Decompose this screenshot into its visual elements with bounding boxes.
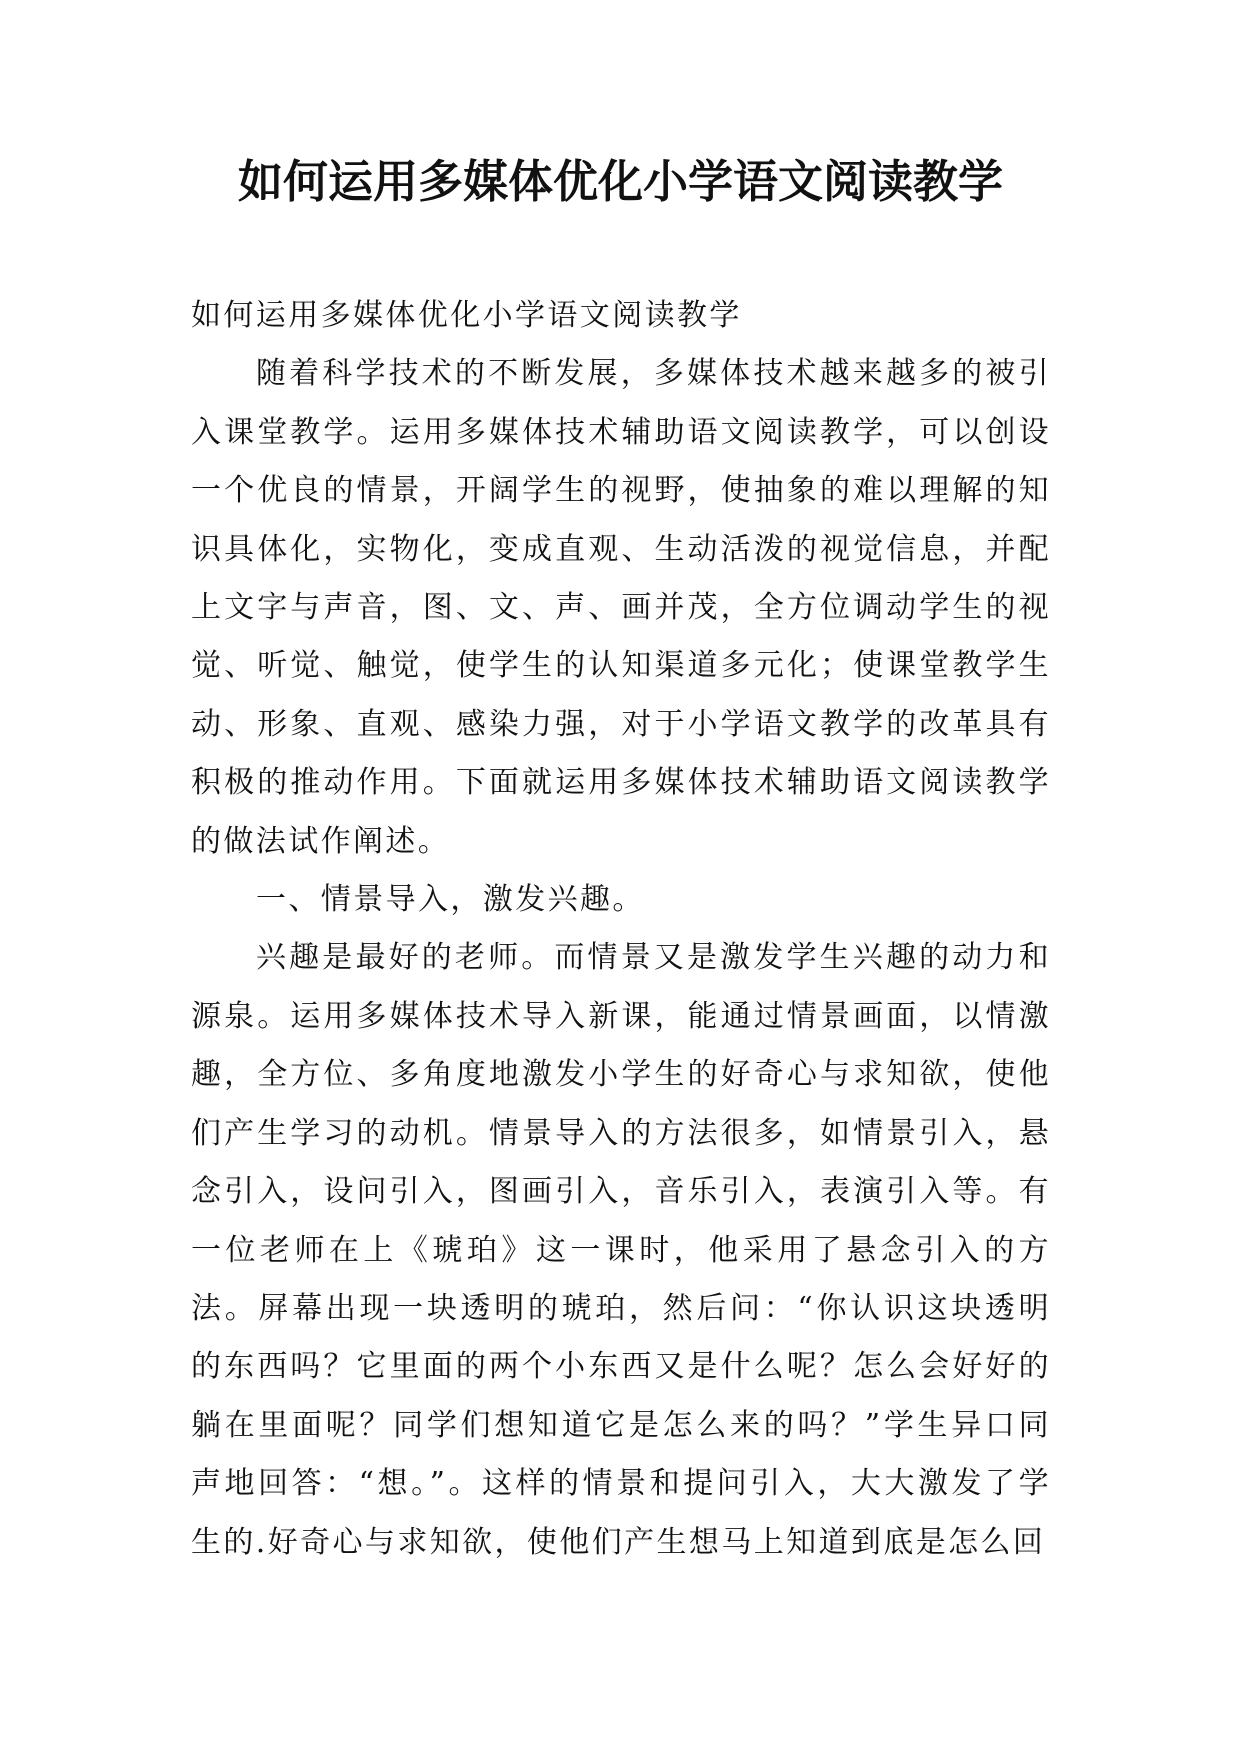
paragraph-intro: 随着科学技术的不断发展，多媒体技术越来越多的被引入课堂教学。运用多媒体技术辅助语文阅读教学，可以创设一个优良的情景，开阔学生的视野，使抽象的难以理解的知识具体化，实物化，变成直观、生动活泼的视觉信息，并配上文字与声音，图、文、声、画并茂，全方位调动学生的视觉、听觉、触觉，使学生的认知渠道多元化；使课堂教学生动、形象、直观、感染力强，对于小学语文教学的改革具有积极的推动作用。下面就运用多媒体技术辅助语文阅读教学的做法试作阐述。 [191,356,1051,859]
document-subtitle: 如何运用多媒体优化小学语文阅读教学 [191,298,742,333]
document-title: 如何运用多媒体优化小学语文阅读教学 [237,155,1003,208]
paragraph-section-1: 兴趣是最好的老师。而情景又是激发学生兴趣的动力和源泉。运用多媒体技术导入新课，能通过情景画面，以情激趣，全方位、多角度地激发小学生的好奇心与求知欲，使他们产生学习的动机。情景导入的方法很多，如情景引入，悬念引入，设问引入，图画引入，音乐引入，表演引入等。有一位老师在上《琥珀》这一课时，他采用了悬念引入的方法。屏幕出现一块透明的琥珀，然后问：“你认识这块透明的东西吗？它里面的两个小东西又是什么呢？怎么会好好的躺在里面呢？同学们想知道它是怎么来的吗？”学生异口同声地回答：“想。”。这样的情景和提问引入，大大激发了学生的.好奇心与求知欲，使他们产生想马上知道到底是怎么回 [191,940,1051,1560]
section-heading-1: 一、情景导入，激发兴趣。 [256,882,645,918]
document-body [191,287,1051,1572]
